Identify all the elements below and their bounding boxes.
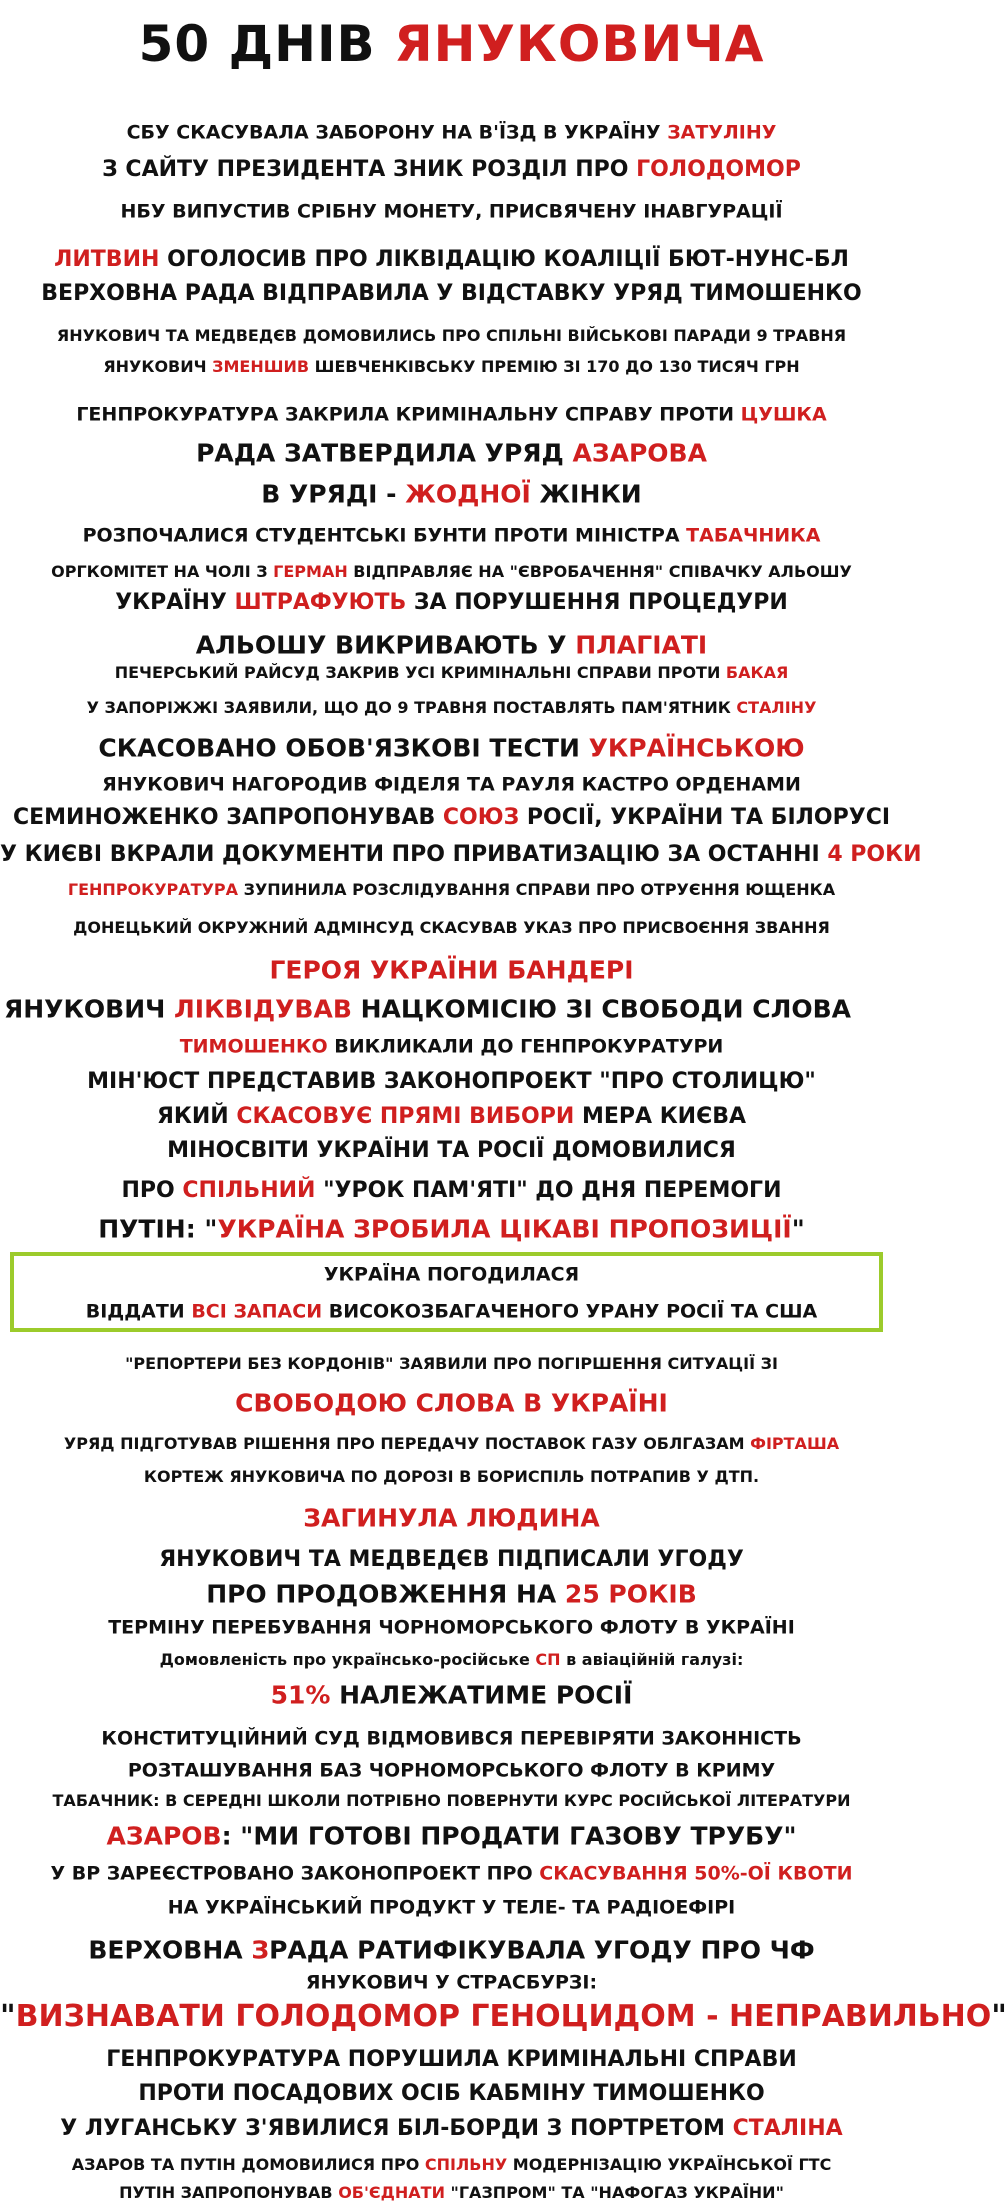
highlight-text: СОЮЗ (442, 805, 520, 830)
plain-text: КОРТЕЖ ЯНУКОВИЧА ПО ДОРОЗІ В БОРИСПІЛЬ ПОТРАПИВ У ДТП. (143, 1467, 760, 1486)
news-line (0, 564, 903, 580)
plain-text: НАЛЕЖАТИМЕ РОСІЇ (330, 1680, 633, 1710)
plain-text: ПУТІН: " (98, 1214, 218, 1244)
highlight-text: АЗАРОВА (572, 438, 707, 468)
plain-text: "РЕПОРТЕРИ БЕЗ КОРДОНІВ" ЗАЯВИЛИ ПРО ПОГІРШЕННЯ СИТУАЦІЇ ЗІ (125, 1354, 778, 1373)
plain-text: РОСІЇ, УКРАЇНИ ТА БІЛОРУСІ (519, 805, 891, 830)
plain-text: ЯНУКОВИЧ У СТРАСБУРЗІ: (305, 1971, 598, 1994)
highlight-text: ЛІКВІДУВАВ (174, 994, 352, 1024)
plain-text: Домовленість про українсько-російське (159, 1650, 536, 1669)
plain-text: РОЗПОЧАЛИСЯ СТУДЕНТСЬКІ БУНТИ ПРОТИ МІНІСТРА (82, 524, 687, 547)
plain-text: ЖІНКИ (530, 479, 642, 509)
news-line (0, 1862, 903, 1885)
poster-title (0, 15, 903, 73)
plain-text: ЗА ПОРУШЕННЯ ПРОЦЕДУРИ (406, 590, 788, 615)
news-line (0, 1503, 903, 1533)
news-line (0, 1896, 903, 1919)
plain-text: В УРЯДІ - (261, 479, 406, 509)
plain-text: "ГАЗПРОМ" ТА "НАФОГАЗ УКРАЇНИ" (444, 2183, 784, 2202)
plain-text: " (791, 1214, 805, 1244)
news-line (0, 1214, 903, 1244)
plain-text: ГЕНПРОКУРАТУРА ЗАКРИЛА КРИМІНАЛЬНУ СПРАВУ ПРОТИ (76, 403, 741, 426)
news-line (0, 1388, 903, 1418)
highlight-text: ТИМОШЕНКО (179, 1035, 328, 1058)
highlight-text: ГЕНПРОКУРАТУРА (67, 880, 239, 899)
news-line (0, 1616, 903, 1639)
news-line (0, 121, 903, 144)
news-line (0, 1140, 903, 1162)
plain-text: МЕРА КИЄВА (574, 1104, 747, 1129)
plain-text: в авіаційній галузі: (560, 1650, 744, 1669)
plain-text: НБУ ВИПУСТИВ СРІБНУ МОНЕТУ, ПРИСВЯЧЕНУ ІНАВГУРАЦІЇ (120, 200, 783, 223)
highlight-text: ФІРТАША (750, 1434, 840, 1453)
highlight-text: ПЛАГІАТІ (575, 630, 708, 660)
news-line (0, 2157, 903, 2173)
plain-text: "УРОК ПАМ'ЯТІ" ДО ДНЯ ПЕРЕМОГИ (315, 1178, 782, 1203)
highlight-text: ЦУШКА (740, 403, 827, 426)
news-line (0, 1793, 903, 1809)
highlight-text: 51% (270, 1680, 331, 1710)
highlight-text: СПІЛЬНИЙ (182, 1178, 316, 1203)
news-line (0, 920, 903, 936)
plain-text: ВЕРХОВНА РАДА ВІДПРАВИЛА У ВІДСТАВКУ УРЯД ТИМОШЕНКО (41, 281, 862, 306)
highlight-text: ГЕРМАН (273, 562, 348, 581)
highlight-text: АЗАРОВ (106, 1821, 222, 1851)
plain-text: ЯНУКОВИЧ ТА МЕДВЕДЄВ ДОМОВИЛИСЬ ПРО СПІЛЬНІ ВІЙСЬКОВІ ПАРАДИ 9 ТРАВНЯ (56, 326, 847, 345)
plain-text: ВИСОКОЗБАГАЧЕНОГО УРАНУ РОСІЇ ТА США (322, 1300, 818, 1323)
plain-text: ДОНЕЦЬКИЙ ОКРУЖНИЙ АДМІНСУД СКАСУВАВ УКАЗ ПРО ПРИСВОЄННЯ ЗВАННЯ (73, 918, 830, 937)
highlight-text: СПІЛЬНУ (424, 2155, 508, 2174)
plain-text: СЕМИНОЖЕНКО ЗАПРОПОНУВАВ (12, 805, 443, 830)
news-line (0, 807, 903, 829)
news-line (0, 1356, 903, 1372)
news-line (0, 733, 903, 763)
highlight-text: 4 РОКИ (827, 842, 922, 867)
plain-text: МІН'ЮСТ ПРЕДСТАВИВ ЗАКОНОПРОЕКТ "ПРО СТОЛИЦЮ" (87, 1069, 816, 1094)
plain-text: ОГОЛОСИВ ПРО ЛІКВІДАЦІЮ КОАЛІЦІЇ БЮТ-НУНС-БЛ (159, 247, 849, 272)
highlight-text: СВОБОДОЮ СЛОВА В УКРАЇНІ (235, 1388, 668, 1418)
news-line (0, 882, 903, 898)
news-line (0, 438, 903, 468)
news-line (0, 700, 903, 716)
highlight-text: БАКАЯ (725, 663, 789, 682)
highlight-text: ЗМЕНШИВ (212, 357, 310, 376)
news-line (0, 1727, 903, 1750)
highlight-text: ЗАГИНУЛА ЛЮДИНА (303, 1503, 600, 1533)
highlight-text: ЛИТВИН (54, 247, 160, 272)
news-line (0, 249, 903, 271)
plain-text: ВІДДАТИ (85, 1300, 192, 1323)
news-line (0, 1180, 903, 1202)
highlight-text: ГЕРОЯ УКРАЇНИ БАНДЕРІ (269, 955, 634, 985)
news-line (0, 2049, 903, 2071)
plain-text: " (991, 1999, 1007, 2034)
plain-text: НАЦКОМІСІЮ ЗІ СВОБОДИ СЛОВА (351, 994, 852, 1024)
plain-text: У КИЄВІ ВКРАЛИ ДОКУМЕНТИ ПРО ПРИВАТИЗАЦІЮ ЗА ОСТАННІ (0, 842, 828, 867)
news-line (0, 328, 903, 344)
highlight-text: СТАЛІНА (732, 2116, 843, 2141)
highlight-text: СКАСОВУЄ ПРЯМІ ВИБОРИ (236, 1104, 575, 1129)
news-line (0, 403, 903, 426)
plain-text: АЛЬОШУ ВИКРИВАЮТЬ У (195, 630, 576, 660)
plain-text: ЯНУКОВИЧ НАГОРОДИВ ФІДЕЛЯ ТА РАУЛЯ КАСТРО ОРДЕНАМИ (102, 773, 801, 796)
news-line (0, 2118, 903, 2140)
plain-text: : "МИ ГОТОВІ ПРОДАТИ ГАЗОВУ ТРУБУ" (221, 1821, 797, 1851)
news-line (0, 630, 903, 660)
plain-text: СБУ СКАСУВАЛА ЗАБОРОНУ НА В'ЇЗД В УКРАЇНУ (126, 121, 668, 144)
news-line (0, 1999, 1007, 2034)
news-line (0, 1680, 903, 1710)
highlight-text: ШТРАФУЮТЬ (234, 590, 407, 615)
plain-text: НА УКРАЇНСЬКИЙ ПРОДУКТ У ТЕЛЕ- ТА РАДІОЕФІРІ (167, 1896, 736, 1919)
plain-text: УКРАЇНА ПОГОДИЛАСЯ (323, 1263, 580, 1286)
highlight-text: 25 РОКІВ (564, 1579, 697, 1609)
news-line (0, 1759, 903, 1782)
news-line (0, 283, 903, 305)
highlight-text: ОБ'ЄДНАТИ (338, 2183, 445, 2202)
highlight-text: ВСІ ЗАПАСИ (191, 1300, 323, 1323)
plain-text: АЗАРОВ ТА ПУТІН ДОМОВИЛИСЯ ПРО (71, 2155, 425, 2174)
plain-text: МІНОСВІТИ УКРАЇНИ ТА РОСІЇ ДОМОВИЛИСЯ (167, 1138, 736, 1163)
plain-text: РАДА ЗАТВЕРДИЛА УРЯД (196, 438, 573, 468)
plain-text: ЯКИЙ (156, 1104, 237, 1129)
news-line (0, 1971, 903, 1994)
news-line (4, 994, 907, 1024)
plain-text: ОРГКОМІТЕТ НА ЧОЛІ З (51, 562, 274, 581)
news-line (0, 1436, 903, 1452)
highlight-text: ЖОДНОЇ (405, 479, 531, 509)
news-line (0, 479, 903, 509)
plain-text: ГЕНПРОКУРАТУРА ПОРУШИЛА КРИМІНАЛЬНІ СПРАВИ (106, 2047, 797, 2072)
news-line (0, 524, 903, 547)
plain-text: ПРОТИ ПОСАДОВИХ ОСІБ КАБМІНУ ТИМОШЕНКО (138, 2081, 765, 2106)
plain-text: ПЕЧЕРСЬКИЙ РАЙСУД ЗАКРИВ УСІ КРИМІНАЛЬНІ СПРАВИ ПРОТИ (114, 663, 726, 682)
highlight-text: ТАБАЧНИКА (686, 524, 821, 547)
news-line (0, 665, 903, 681)
news-line (0, 592, 903, 614)
news-line (0, 2083, 903, 2105)
plain-text: УРЯД ПІДГОТУВАВ РІШЕННЯ ПРО ПЕРЕДАЧУ ПОСТАВОК ГАЗУ ОБЛГАЗАМ (63, 1434, 751, 1453)
news-line (0, 1821, 903, 1851)
plain-text: СКАСОВАНО ОБОВ'ЯЗКОВІ ТЕСТИ (98, 733, 589, 763)
title-highlight: ЯНУКОВИЧА (394, 15, 765, 73)
news-line (0, 2185, 903, 2201)
news-line (0, 200, 903, 223)
plain-text: УКРАЇНУ (115, 590, 235, 615)
plain-text: КОНСТИТУЦІЙНИЙ СУД ВІДМОВИВСЯ ПЕРЕВІРЯТИ ЗАКОННІСТЬ (101, 1727, 802, 1750)
highlight-text: СП (535, 1650, 561, 1669)
plain-text: ШЕВЧЕНКІВСЬКУ ПРЕМІЮ ЗІ 170 ДО 130 ТИСЯЧ ГРН (309, 357, 800, 376)
news-line (0, 1263, 903, 1286)
news-line (0, 1106, 903, 1128)
highlight-text: УКРАЇНСЬКОЮ (588, 733, 805, 763)
plain-text: У ЗАПОРІЖЖІ ЗАЯВИЛИ, ЩО ДО 9 ТРАВНЯ ПОСТАВЛЯТЬ ПАМ'ЯТНИК (86, 698, 737, 717)
plain-text: ТАБАЧНИК: В СЕРЕДНІ ШКОЛИ ПОТРІБНО ПОВЕРНУТИ КУРС РОСІЙСЬКОЇ ЛІТЕРАТУРИ (52, 1791, 851, 1810)
highlight-text: СКАСУВАННЯ 50%-ОЇ КВОТИ (539, 1862, 853, 1885)
plain-text: У ЛУГАНСЬКУ З'ЯВИЛИСЯ БІЛ-БОРДИ З ПОРТРЕТОМ (60, 2116, 733, 2141)
highlight-text: ГОЛОДОМОР (636, 157, 801, 182)
news-line (0, 1071, 903, 1093)
plain-text: ПУТІН ЗАПРОПОНУВАВ (119, 2183, 339, 2202)
plain-text: РОЗТАШУВАННЯ БАЗ ЧОРНОМОРСЬКОГО ФЛОТУ В КРИМУ (127, 1759, 776, 1782)
plain-text: ВЕРХОВНА (88, 1935, 252, 1965)
news-line (0, 1035, 903, 1058)
plain-text: ТЕРМІНУ ПЕРЕБУВАННЯ ЧОРНОМОРСЬКОГО ФЛОТУ В УКРАЇНІ (108, 1616, 795, 1639)
plain-text: ЗУПИНИЛА РОЗСЛІДУВАННЯ СПРАВИ ПРО ОТРУЄННЯ ЮЩЕНКА (238, 880, 836, 899)
plain-text: ЯНУКОВИЧ (103, 357, 213, 376)
plain-text: З САЙТУ ПРЕЗИДЕНТА ЗНИК РОЗДІЛ ПРО (102, 157, 637, 182)
highlight-text: З (251, 1935, 270, 1965)
highlight-text: ЗАТУЛІНУ (667, 121, 777, 144)
news-line (0, 159, 903, 181)
news-line (0, 955, 903, 985)
news-line (0, 359, 903, 375)
title-prefix: 50 ДНІВ (138, 15, 395, 73)
news-line (0, 1300, 903, 1323)
plain-text: " (0, 1999, 16, 2034)
plain-text: ЯНУКОВИЧ ТА МЕДВЕДЄВ ПІДПИСАЛИ УГОДУ (159, 1547, 744, 1572)
news-line (0, 842, 922, 867)
highlight-text: УКРАЇНА ЗРОБИЛА ЦІКАВІ ПРОПОЗИЦІЇ (217, 1214, 792, 1244)
highlight-text: ВИЗНАВАТИ ГОЛОДОМОР ГЕНОЦИДОМ - НЕПРАВИЛЬНО (15, 1999, 992, 2034)
news-line (0, 1579, 903, 1609)
plain-text: ПРО ПРОДОВЖЕННЯ НА (206, 1579, 565, 1609)
news-line (0, 1935, 903, 1965)
news-line (0, 1652, 903, 1668)
plain-text: МОДЕРНІЗАЦІЮ УКРАЇНСЬКОЇ ГТС (507, 2155, 832, 2174)
plain-text: ЯНУКОВИЧ (4, 994, 175, 1024)
plain-text: У ВР ЗАРЕЄСТРОВАНО ЗАКОНОПРОЕКТ ПРО (50, 1862, 540, 1885)
news-line (0, 773, 903, 796)
news-line (0, 1469, 903, 1485)
plain-text: ПРО (121, 1178, 183, 1203)
highlight-text: СТАЛІНУ (736, 698, 817, 717)
plain-text: ВИКЛИКАЛИ ДО ГЕНПРОКУРАТУРИ (327, 1035, 724, 1058)
plain-text: ВІДПРАВЛЯЄ НА "ЄВРОБАЧЕННЯ" СПІВАЧКУ АЛЬОШУ (347, 562, 852, 581)
plain-text: РАДА РАТИФІКУВАЛА УГОДУ ПРО ЧФ (269, 1935, 815, 1965)
news-line (0, 1549, 903, 1571)
